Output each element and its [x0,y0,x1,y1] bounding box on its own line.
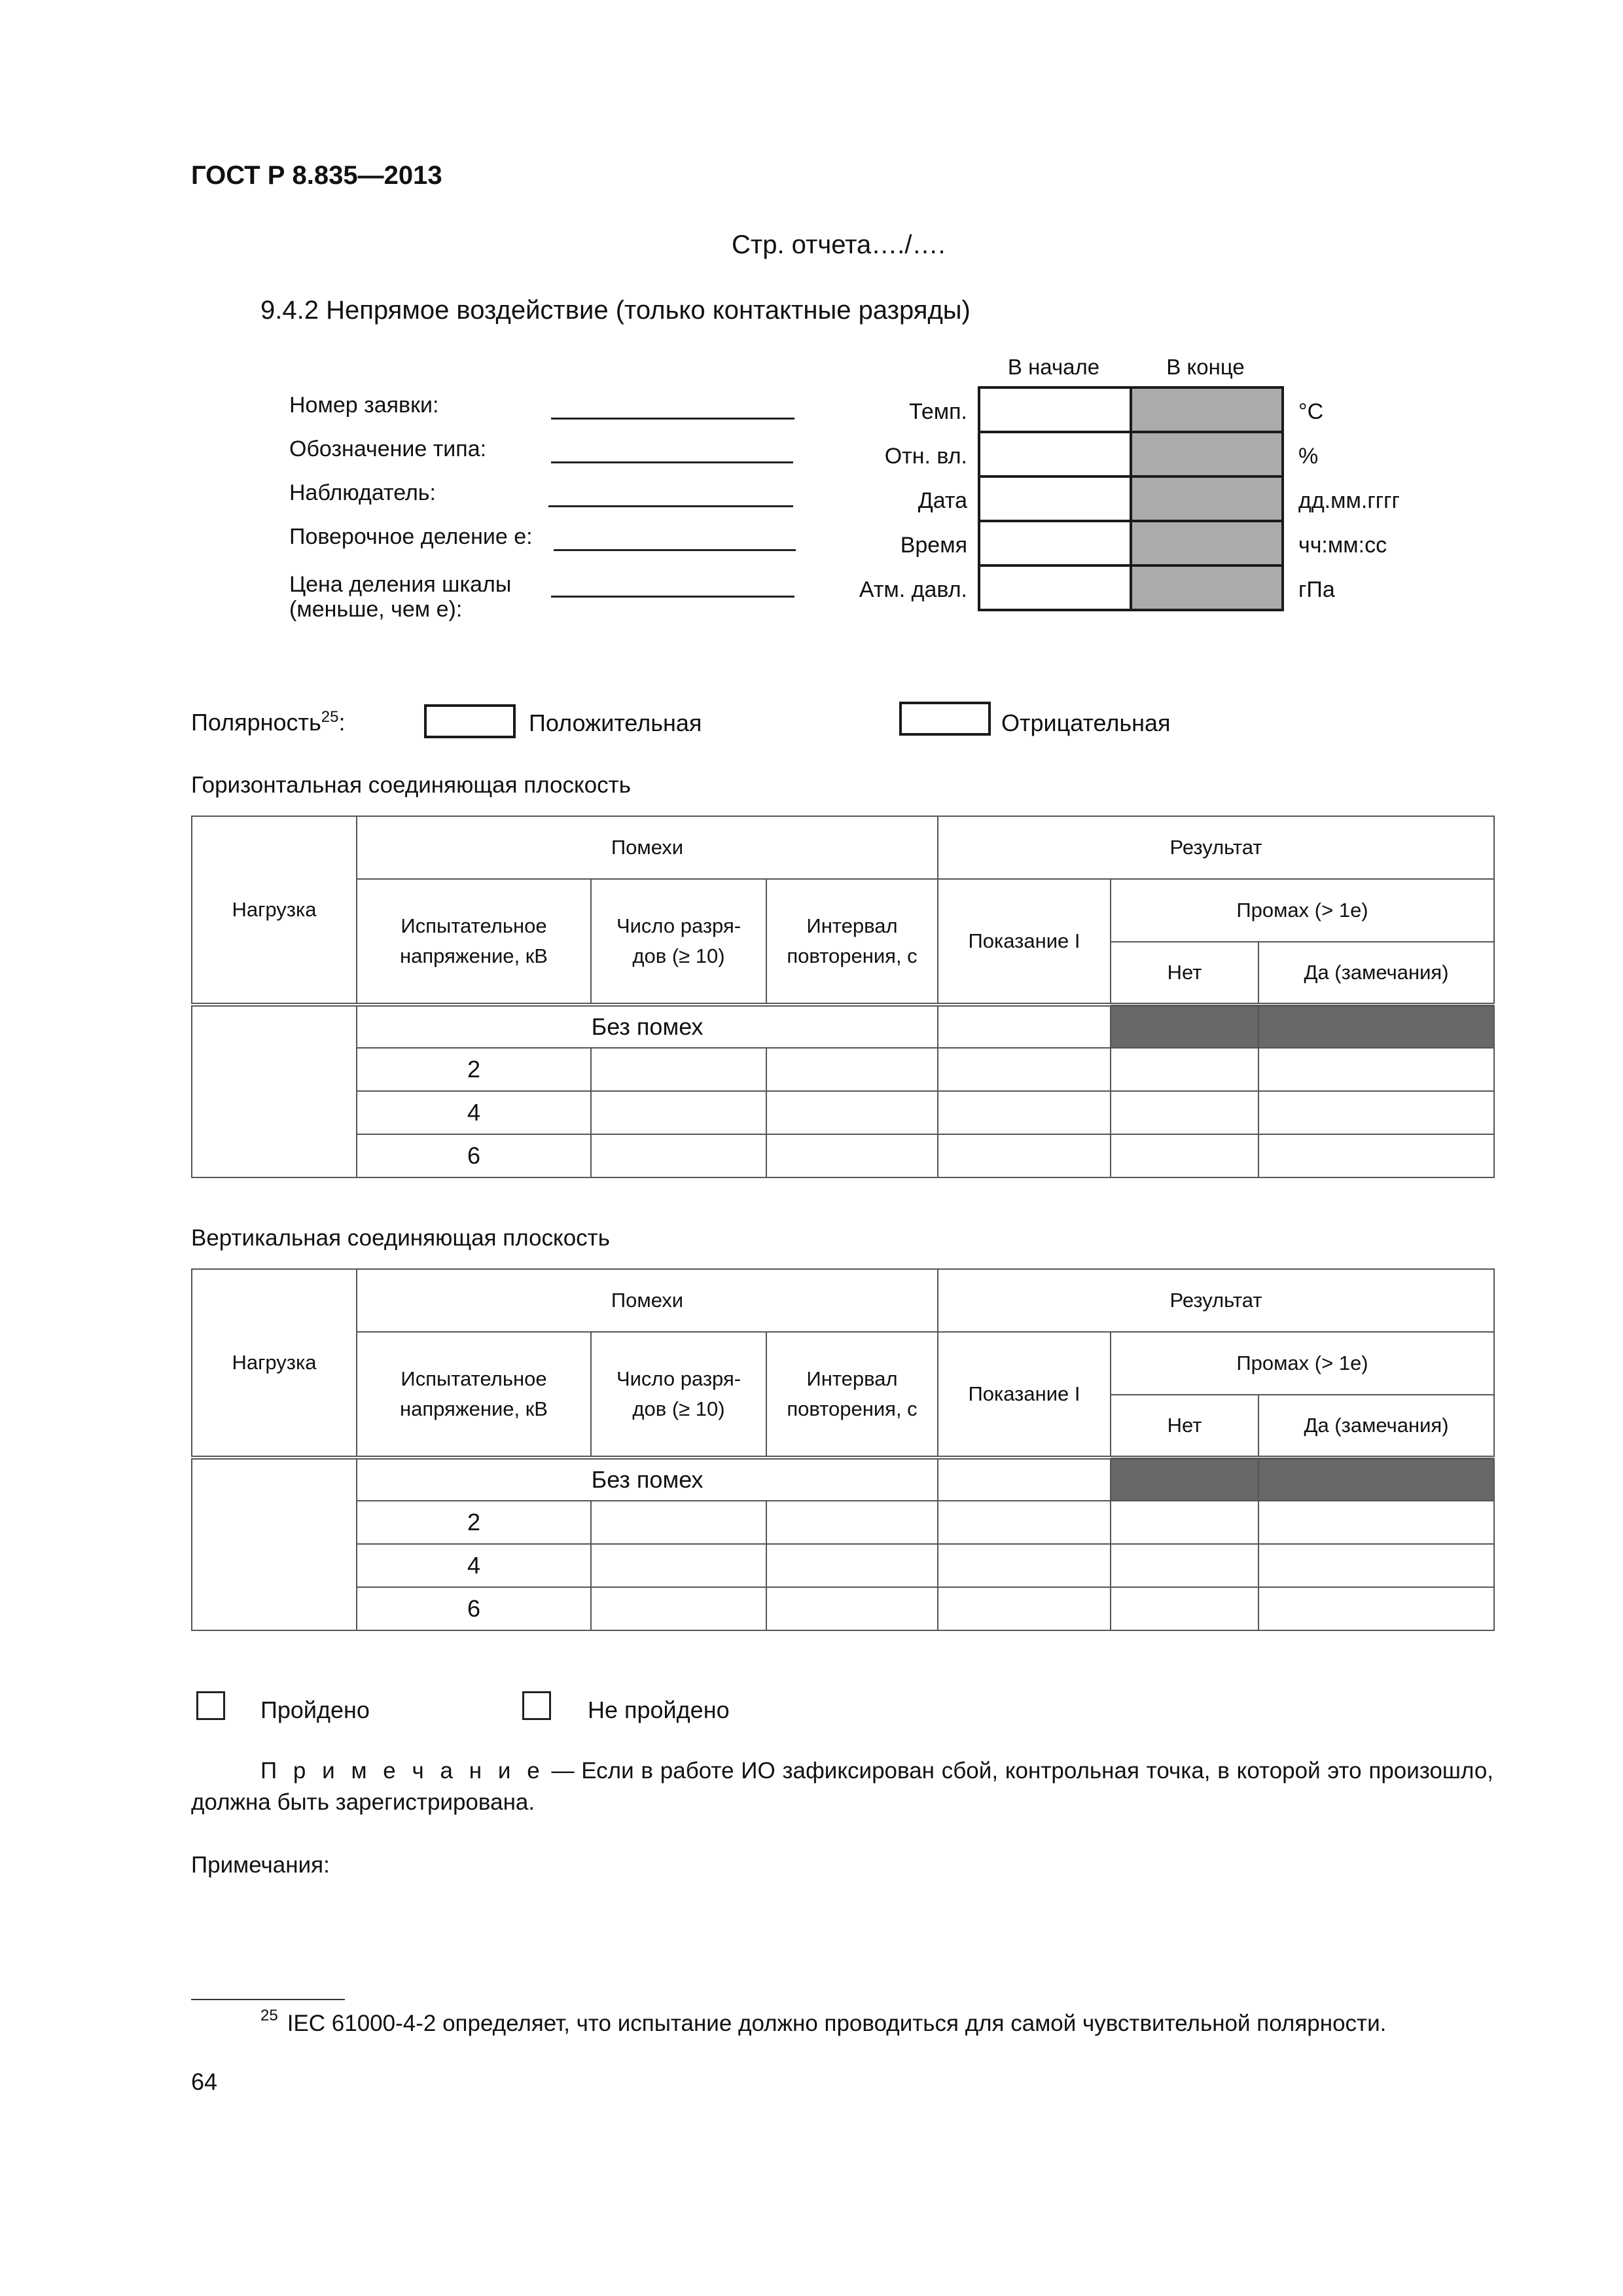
climate-end-temp [1130,386,1284,433]
footnote-separator [191,1999,345,2000]
data-cell[interactable] [938,1501,1111,1544]
field-label-observer: Наблюдатель: [289,480,436,505]
section-title: 9.4.2 Непрямое воздействие (только контактные разряды) [260,296,971,325]
field-label-request-number: Номер заявки: [289,393,439,418]
vertical-plane-table [191,1268,1495,1631]
vertical-plane-caption: Вертикальная соединяющая плоскость [191,1225,610,1251]
header-repetition-interval: Интервал повторения, с [766,879,938,1005]
data-cell[interactable] [938,1544,1111,1587]
no-interference-label: Без помех [357,1458,938,1501]
field-line-request-number[interactable] [551,418,794,420]
data-cell[interactable] [1258,1501,1494,1544]
remarks-label: Примечания: [191,1852,330,1878]
shaded-cell [1258,1005,1494,1048]
data-cell[interactable] [1258,1587,1494,1630]
field-label-scale-division: Цена деления шкалы [289,572,512,597]
header-miss: Промах (> 1e) [1111,1332,1494,1395]
climate-col-start: В начале [1007,355,1100,379]
reading-cell[interactable] [938,1005,1111,1048]
data-cell[interactable] [1111,1091,1258,1134]
data-cell[interactable] [938,1048,1111,1091]
positive-polarity-label: Положительная [529,709,702,736]
negative-polarity-checkbox[interactable] [899,702,991,736]
voltage-value: 4 [357,1091,591,1134]
note-text: — Если в работе ИО зафиксирован сбой, контрольная точка, в которой это произошло, должна быть зарегистрирована. [191,1758,1494,1815]
voltage-value: 6 [357,1587,591,1630]
data-cell[interactable] [938,1134,1111,1177]
load-cell[interactable] [192,1458,357,1630]
note-label: П р и м е ч а н и е [260,1758,544,1784]
climate-label-date: Дата [918,488,967,513]
horizontal-plane-table [191,816,1495,1178]
field-label-scale-division-note: (меньше, чем e): [289,597,463,622]
climate-unit-pressure: гПа [1298,577,1335,602]
header-result: Результат [938,816,1494,879]
climate-start-humidity[interactable] [978,431,1132,478]
climate-unit-humidity: % [1298,444,1319,469]
climate-start-date[interactable] [978,475,1132,522]
climate-start-pressure[interactable] [978,564,1132,611]
document-id: ГОСТ Р 8.835—2013 [191,161,442,190]
data-cell[interactable] [766,1048,938,1091]
positive-polarity-checkbox[interactable] [424,704,516,738]
negative-polarity-label: Отрицательная [1001,709,1171,736]
data-cell[interactable] [1111,1048,1258,1091]
shaded-cell [1258,1458,1494,1501]
data-cell[interactable] [1258,1091,1494,1134]
climate-label-time: Время [900,533,967,558]
data-cell[interactable] [591,1501,766,1544]
polarity-label: Полярность$^{25}$: [191,708,346,736]
data-cell[interactable] [1258,1048,1494,1091]
field-line-scale-division[interactable] [551,596,794,598]
horizontal-plane-caption: Горизонтальная соединяющая плоскость [191,772,631,798]
footnote-ref: 25 [321,708,339,726]
header-test-voltage: Испытательное напряжение, кВ [357,1332,591,1458]
passed-checkbox[interactable] [196,1691,225,1720]
climate-start-temp[interactable] [978,386,1132,433]
data-cell[interactable] [591,1091,766,1134]
data-cell[interactable] [591,1544,766,1587]
header-discharge-count: Число разря- дов (≥ 10) [591,1332,766,1458]
climate-col-end: В конце [1166,355,1245,379]
data-cell[interactable] [1111,1587,1258,1630]
data-cell[interactable] [766,1587,938,1630]
field-label-type-designation: Обозначение типа: [289,437,487,461]
header-reading: Показание I [938,1332,1111,1458]
data-cell[interactable] [591,1048,766,1091]
no-interference-label: Без помех [357,1005,938,1048]
header-miss: Промах (> 1e) [1111,879,1494,942]
climate-label-humidity: Отн. вл. [884,444,967,469]
climate-end-date [1130,475,1284,522]
passed-label: Пройдено [260,1696,370,1723]
reading-cell[interactable] [938,1458,1111,1501]
shaded-cell [1111,1458,1258,1501]
climate-label-pressure: Атм. давл. [859,577,967,602]
header-miss-yes: Да (замечания) [1258,1395,1494,1458]
data-cell[interactable] [1111,1501,1258,1544]
load-cell[interactable] [192,1005,357,1177]
climate-unit-temp: °C [1298,399,1324,424]
voltage-value: 6 [357,1134,591,1177]
header-discharge-count: Число разря- дов (≥ 10) [591,879,766,1005]
data-cell[interactable] [1111,1544,1258,1587]
header-load: Нагрузка [192,816,357,1005]
voltage-value: 2 [357,1048,591,1091]
climate-end-humidity [1130,431,1284,478]
header-result: Результат [938,1269,1494,1332]
data-cell[interactable] [766,1544,938,1587]
note-paragraph [191,1755,1493,1818]
footnote-number: 25 [260,2007,278,2024]
field-line-verification-division[interactable] [554,549,796,551]
header-interference: Помехи [357,816,938,879]
data-cell[interactable] [591,1134,766,1177]
data-cell[interactable] [938,1091,1111,1134]
header-load: Нагрузка [192,1269,357,1458]
data-cell[interactable] [766,1091,938,1134]
header-repetition-interval: Интервал повторения, с [766,1332,938,1458]
data-cell[interactable] [1258,1544,1494,1587]
header-miss-yes: Да (замечания) [1258,942,1494,1005]
field-label-verification-division: Поверочное деление e: [289,524,533,549]
climate-end-pressure [1130,564,1284,611]
header-interference: Помехи [357,1269,938,1332]
footnote-text: IEC 61000-4-2 определяет, что испытание должно проводиться для самой чувствительной полярности. [287,2011,1387,2036]
climate-unit-date: дд.мм.гггг [1298,488,1400,513]
page-number: 64 [191,2068,218,2095]
data-cell[interactable] [766,1134,938,1177]
climate-start-time[interactable] [978,520,1132,567]
data-cell[interactable] [1111,1134,1258,1177]
data-cell[interactable] [766,1501,938,1544]
header-reading: Показание I [938,879,1111,1005]
shaded-cell [1111,1005,1258,1048]
climate-label-temp: Темп. [908,399,967,424]
climate-end-time [1130,520,1284,567]
field-line-observer[interactable] [548,505,793,507]
data-cell[interactable] [1258,1134,1494,1177]
header-miss-no: Нет [1111,1395,1258,1458]
failed-checkbox[interactable] [522,1691,551,1720]
report-page-counter: Стр. отчета…./…. [732,230,946,259]
header-miss-no: Нет [1111,942,1258,1005]
failed-label: Не пройдено [588,1696,730,1723]
footnote [260,2007,1387,2037]
voltage-value: 2 [357,1501,591,1544]
voltage-value: 4 [357,1544,591,1587]
header-test-voltage: Испытательное напряжение, кВ [357,879,591,1005]
data-cell[interactable] [591,1587,766,1630]
climate-unit-time: чч:мм:сс [1298,533,1387,558]
field-line-type-designation[interactable] [551,461,793,463]
data-cell[interactable] [938,1587,1111,1630]
